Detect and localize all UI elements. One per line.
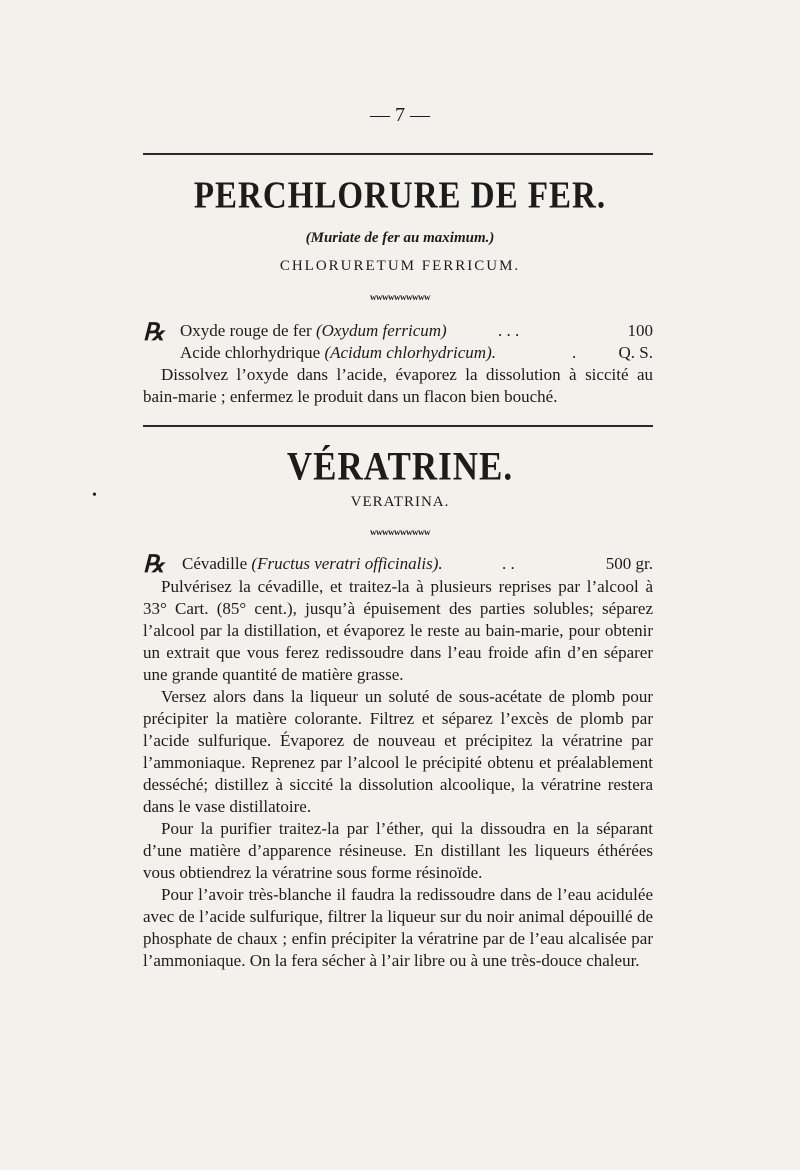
paragraph: Pour la purifier traitez-la par l’éther, qui la dissoudra en la séparant d’une matière d’apparence résineuse. En distillant les liqueurs éthérées vous obtiendrez la vératrine sous forme résinoïde. <box>143 819 653 882</box>
ingredient-row <box>180 342 653 364</box>
section1-latin-name: CHLORURETUM FERRICUM. <box>279 258 521 274</box>
section-rule <box>143 425 653 427</box>
ingredient-qty: Q. S. <box>618 343 653 362</box>
paragraph: Versez alors dans la liqueur un soluté de sous-acétate de plomb pour précipiter la matière colorante. Filtrez et séparez l’excès de plomb par l’acide sulfurique. Évaporez de nouveau et précipitez la vératrine par l’ammoniaque. Reprenez par l’alcool le précipité obtenu et préalablement desséché; distillez à siccité la dissolution alcoolique, la vératrine restera dans le vase distillatoire. <box>143 687 653 816</box>
ingredient-latin: (Fructus veratri officinalis). <box>251 554 443 573</box>
ingredient-dots: . . . <box>498 321 520 340</box>
paragraph: Pour l’avoir très-blanche il faudra la redissoudre dans de l’eau acidulée avec de l’acide sulfurique, filtrer la liqueur sur du noir animal dépouillé de phosphate de chaux ; enfin précipiter la vératrine par de l’eau alcalisée par l’ammoniaque. On la fera sécher à l’air libre ou à une très-douce chaleur. <box>143 885 653 970</box>
ingredient-dots: . <box>572 343 577 362</box>
rx-icon: ℞ <box>143 552 165 578</box>
ingredient-row <box>182 553 653 575</box>
rx-icon: ℞ <box>143 320 165 346</box>
section1-title: PERCHLORURE DE FER. <box>193 175 607 217</box>
ingredient-latin: (Acidum chlorhydricum). <box>324 343 496 362</box>
section2-latin-name: VERATRINA. <box>350 494 450 510</box>
section1-subtitle: (Muriate de fer au maximum.) <box>305 230 495 246</box>
ingredient-name: Acide chlorhydrique <box>180 343 325 362</box>
section2-title: VÉRATRINE. <box>286 444 514 489</box>
paragraph: Pulvérisez la cévadille, et traitez-la à plusieurs reprises par l’alcool à 33° Cart. (85° cent.), jusqu’à épuisement des parties solubles; séparez l’alcool par la distillation, et évaporez le reste au bain-marie, pour obtenir un extrait que vous ferez redissoudre dans l’eau froide afin d’en séparer une grande quantité de matière grasse. <box>143 577 653 684</box>
ingredient-name: Oxyde rouge de fer <box>180 321 316 340</box>
ingredient-row <box>180 320 653 342</box>
section1-ornament: wwwwwwwwww <box>370 292 430 302</box>
ingredient-dots: . . <box>502 554 515 573</box>
ingredient-latin: (Oxydum ferricum) <box>315 321 447 340</box>
bullet-mark-icon: • <box>92 488 97 503</box>
top-rule <box>143 153 653 155</box>
ingredient-name: Cévadille <box>182 554 252 573</box>
section1-instructions <box>143 364 653 408</box>
paragraph: Dissolvez l’oxyde dans l’acide, évaporez la dissolution à siccité au bain-marie ; enfermez le produit dans un flacon bien bouché. <box>143 365 653 406</box>
page-number: — 7 — <box>370 104 430 126</box>
ingredient-qty: 100 <box>627 321 653 340</box>
section2-body <box>143 576 653 972</box>
section2-ornament: wwwwwwwwww <box>370 527 430 537</box>
ingredient-qty: 500 gr. <box>605 554 653 573</box>
